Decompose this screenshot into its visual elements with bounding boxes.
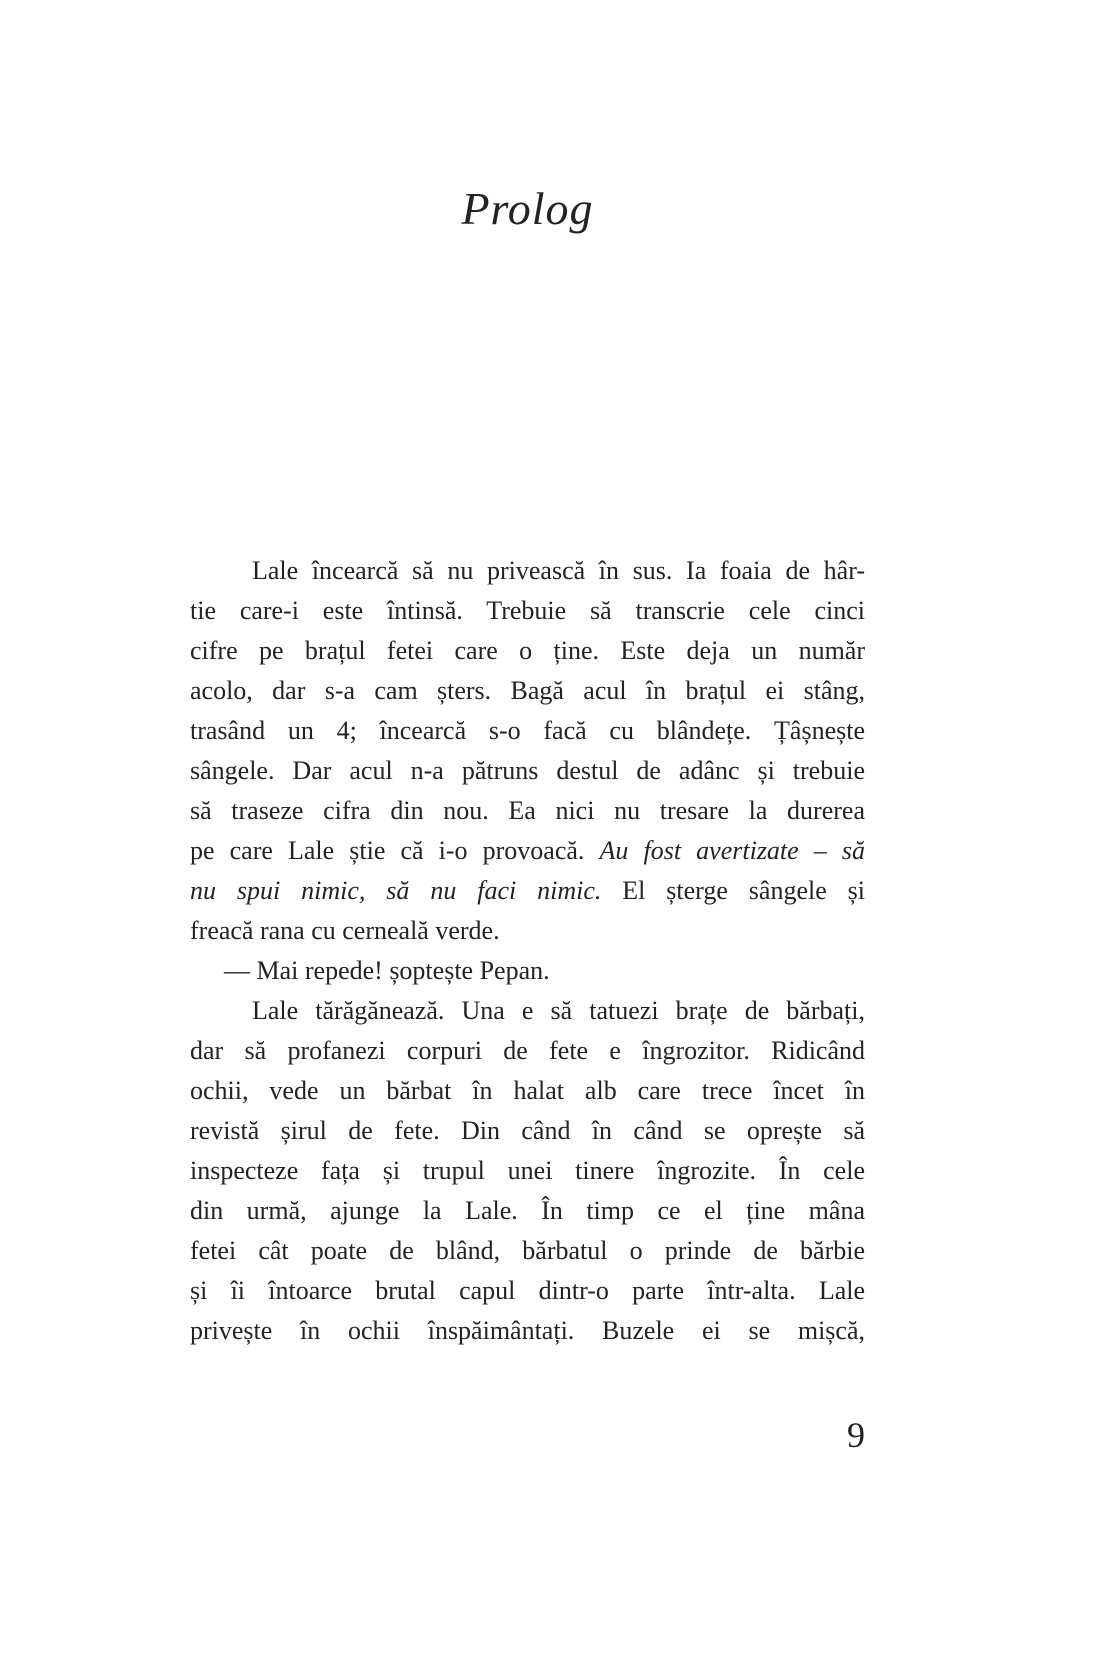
text-line	[190, 631, 865, 671]
text-line	[190, 951, 865, 991]
text-segment: Lale tărăgănează. Una e să tatuezi brațe de bărbați,	[252, 996, 865, 1025]
text-segment: revistă șirul de fete. Din când în când se oprește să	[190, 1116, 865, 1145]
italic-text-segment: Au fost avertizate – să	[599, 836, 866, 865]
text-segment: ochii, vede un bărbat în halat alb care trece încet în	[190, 1076, 865, 1105]
text-line	[190, 1111, 865, 1151]
text-segment: privește în ochii înspăimântați. Buzele ei se mișcă,	[190, 1316, 865, 1345]
text-line	[190, 1231, 865, 1271]
text-line	[190, 1311, 865, 1351]
text-segment: fetei cât poate de blând, bărbatul o prinde de bărbie	[190, 1236, 865, 1265]
text-segment: freacă rana cu cerneală verde.	[190, 916, 500, 945]
text-segment: tie care-i este întinsă. Trebuie să transcrie cele cinci	[190, 596, 865, 625]
text-line	[190, 1191, 865, 1231]
text-segment: sângele. Dar acul n-a pătruns destul de adânc și trebuie	[190, 756, 865, 785]
text-line	[190, 991, 865, 1031]
text-line	[190, 831, 865, 871]
text-segment: trasând un 4; încearcă s-o facă cu blândețe. Țâșnește	[190, 716, 865, 745]
text-line	[190, 711, 865, 751]
text-line	[190, 1071, 865, 1111]
text-segment: El șterge sângele și	[601, 876, 865, 905]
text-line	[190, 551, 865, 591]
text-line	[190, 791, 865, 831]
text-segment: din urmă, ajunge la Lale. În timp ce el ține mâna	[190, 1196, 865, 1225]
text-segment: dar să profanezi corpuri de fete e îngrozitor. Ridicând	[190, 1036, 865, 1065]
text-segment: cifre pe brațul fetei care o ține. Este deja un număr	[190, 636, 865, 665]
text-line	[190, 871, 865, 911]
page-number: 9	[847, 1415, 865, 1455]
text-segment: — Mai repede! șoptește Pepan.	[224, 956, 550, 985]
text-line	[190, 1031, 865, 1071]
text-line	[190, 671, 865, 711]
text-segment: Lale încearcă să nu privească în sus. Ia foaia de hâr-	[252, 556, 865, 585]
text-line	[190, 911, 865, 951]
body-text	[190, 551, 865, 1351]
text-line	[190, 591, 865, 631]
text-segment: și îi întoarce brutal capul dintr-o parte într-alta. Lale	[190, 1276, 865, 1305]
text-line	[190, 1271, 865, 1311]
text-line	[190, 1151, 865, 1191]
text-segment: pe care Lale știe că i-o provoacă.	[190, 836, 600, 865]
text-line	[190, 751, 865, 791]
text-segment: inspecteze fața și trupul unei tinere îngrozite. În cele	[190, 1156, 865, 1185]
italic-text-segment: nu spui nimic, să nu faci nimic.	[190, 876, 602, 905]
page-title: Prolog	[461, 183, 594, 234]
text-segment: să traseze cifra din nou. Ea nici nu tresare la durerea	[190, 796, 865, 825]
text-segment: acolo, dar s-a cam șters. Bagă acul în brațul ei stâng,	[190, 676, 865, 705]
